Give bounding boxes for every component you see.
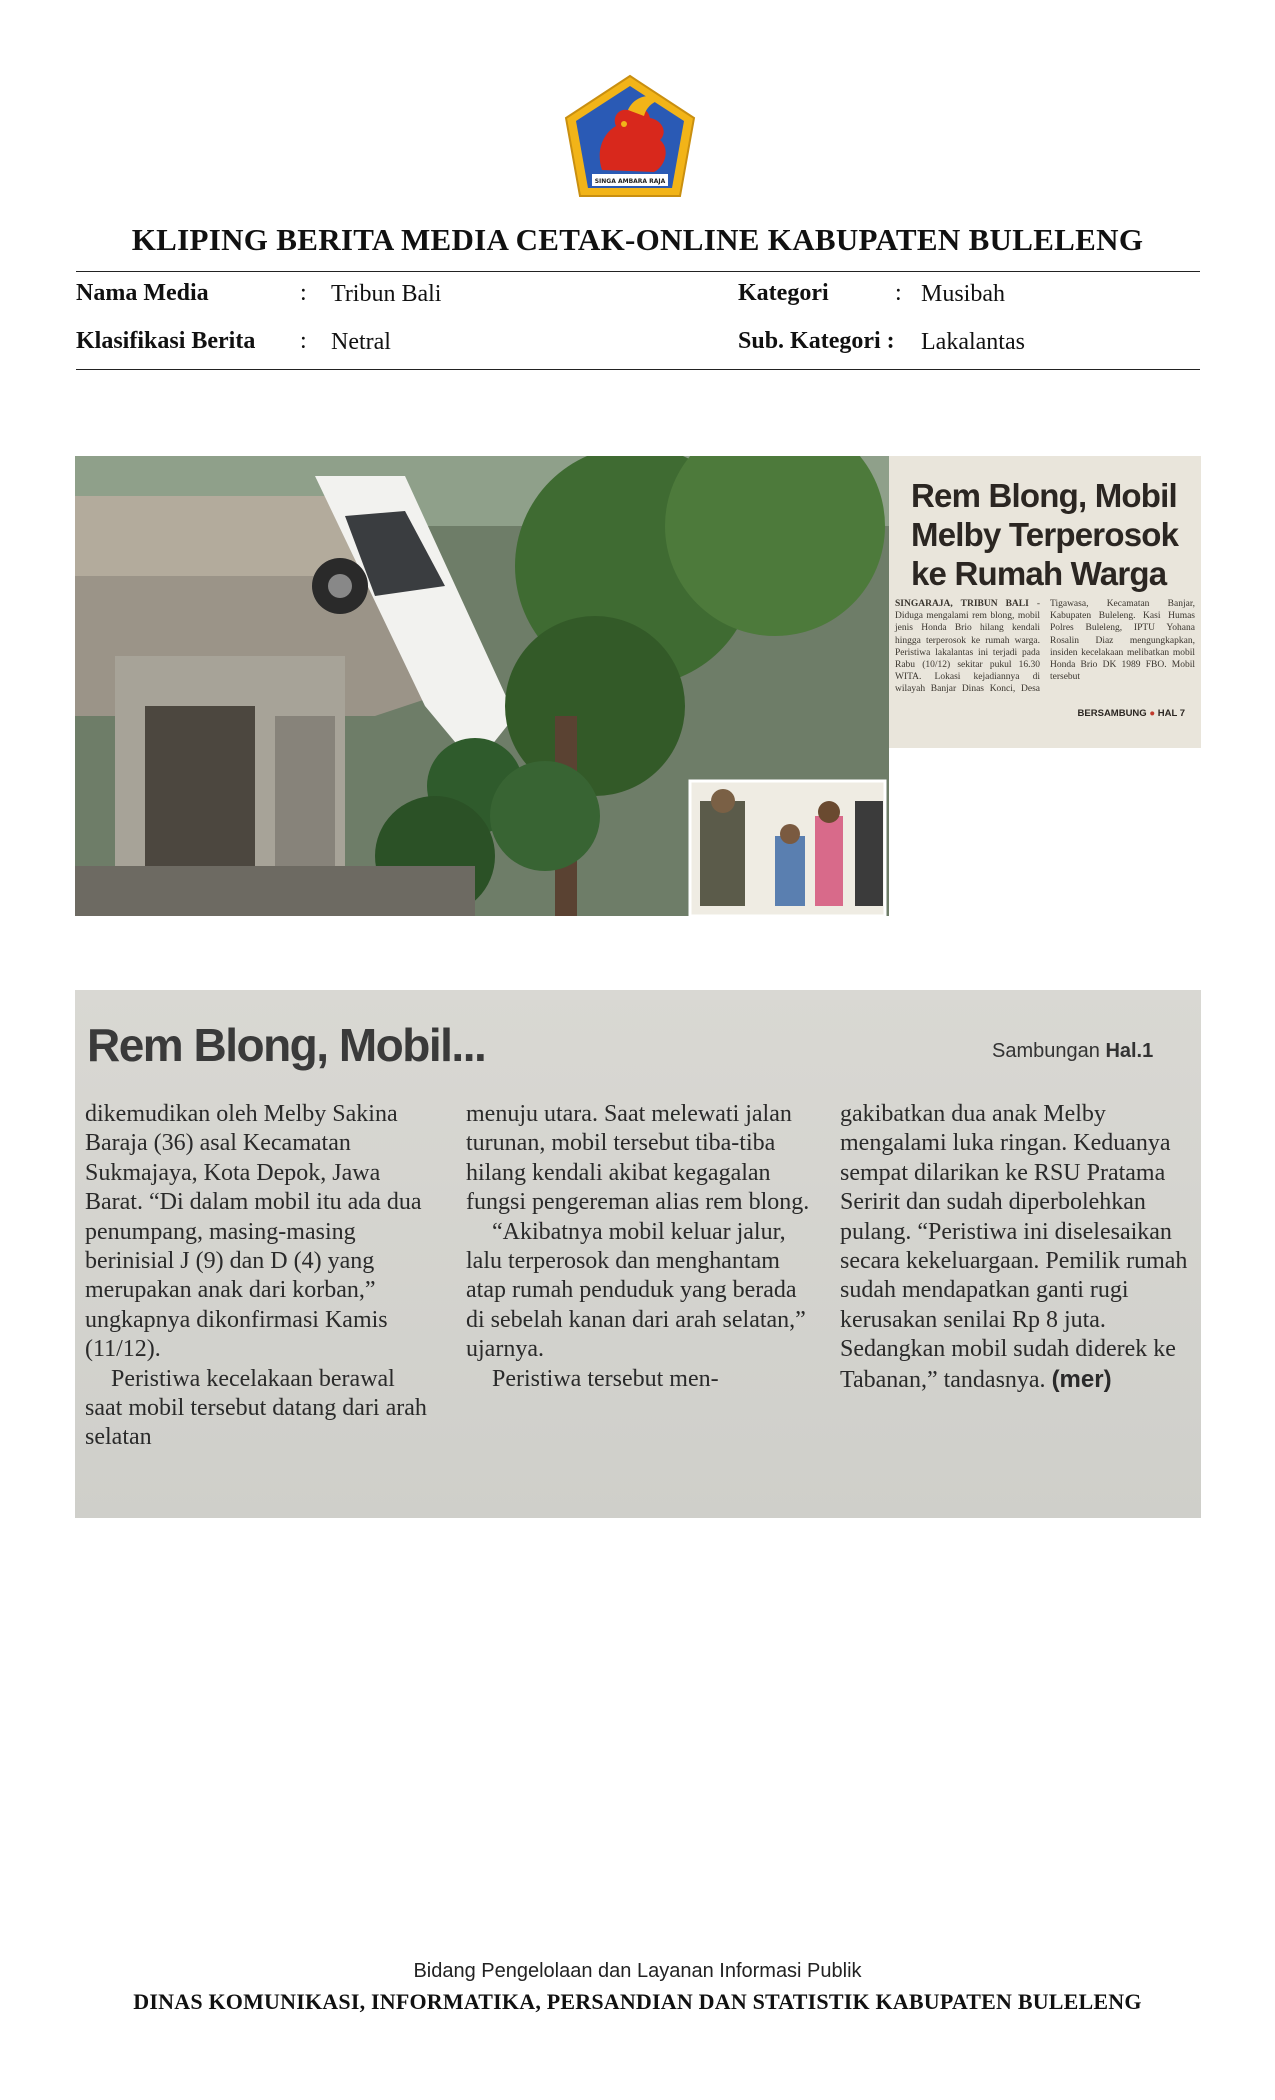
front-article-body: [895, 598, 1195, 716]
continued-marker: [1078, 708, 1185, 719]
author-signature: (mer): [1051, 1365, 1112, 1393]
front-headline: [911, 476, 1201, 593]
footer-agency: DINAS KOMUNIKASI, INFORMATIKA, PERSANDIAN DAN STATISTIK KABUPATEN BULELENG: [133, 1989, 1142, 2014]
paragraph: Peristiwa kecelakaan berawal saat mobil tersebut datang dari arah selatan: [85, 1365, 427, 1451]
colon: :: [300, 280, 307, 306]
paragraph-text: gakibatkan dua anak Melby mengalami luka ringan. Keduanya sempat dilarikan ke RSU Pratama Seririt dan sudah diperbolehkan pulang. “Peristiwa ini diselesaikan secara kekeluargaan. Pemilik rumah sudah mendapatkan ganti rugi kerusakan senilai Rp 8 juta. Sedangkan mobil sudah diderek ke Tabanan,” tandasnya.: [840, 1101, 1188, 1393]
nama-media-label: Nama Media: [76, 280, 209, 306]
colon: :: [895, 280, 902, 306]
headline-line: Melby Terperosok: [911, 516, 1179, 553]
article-column-1: [85, 1100, 435, 1453]
front-page-article: [889, 456, 1201, 748]
paragraph: [840, 1100, 1190, 1395]
paragraph: Peristiwa tersebut men-: [492, 1365, 719, 1392]
kategori-value: Musibah: [921, 281, 1005, 307]
accident-photo-illustration: [75, 456, 889, 916]
sambungan-page: Hal.1: [1105, 1040, 1154, 1062]
paragraph: dikemudikan oleh Melby Sakina Baraja (36) asal Kecamatan Sukmajaya, Kota Depok, Jawa Barat. “Di dalam mobil itu ada dua penumpang, masing-masing berinisial J (9) dan D (4) yang merupakan anak dari korban,” ungkapnya dikonfirmasi Kamis (11/12).: [85, 1101, 422, 1363]
sambungan-label: Sambungan: [992, 1040, 1100, 1062]
accident-photo: [75, 456, 889, 916]
headline-line: ke Rumah Warga: [911, 555, 1167, 592]
subkategori-value: Lakalantas: [921, 329, 1025, 355]
klasifikasi-label: Klasifikasi Berita: [76, 328, 256, 354]
svg-text:SINGA AMBARA RAJA: SINGA AMBARA RAJA: [594, 178, 666, 185]
continue-dot-icon: ●: [1149, 708, 1156, 719]
footer-unit: Bidang Pengelolaan dan Layanan Informasi Publik: [413, 1960, 862, 1982]
news-clipping-front: [75, 456, 1201, 916]
body-text: - Diduga mengalami rem blong, mobil jenis Honda Brio hilang kendali hingga terperosok ke rumah warga. Peristiwa lakalantas ini terjadi pada Rabu (10/12) sekitar pukul 16.30 WITA. Lokasi kejadiannya di wilayah Banjar Dinas Konci, Desa Tigawasa, Kecamatan Banjar, Kabupaten Buleleng. Kasi Humas Polres Buleleng, IPTU Yohana Rosalin Diaz mengungkapkan, insiden kecelakaan melibatkan mobil Honda Brio DK 1989 FBO. Mobil tersebut: [895, 599, 1195, 695]
top-rule: [76, 271, 1200, 272]
paragraph: menuju utara. Saat melewati jalan turunan, mobil tersebut tiba-tiba hilang kendali akibat kegagalan fungsi pengereman alias rem blong.: [466, 1101, 810, 1216]
article-column-2: [466, 1100, 816, 1394]
colon: :: [300, 328, 307, 354]
kategori-label: Kategori: [738, 280, 829, 306]
continued-page: HAL 7: [1157, 708, 1185, 719]
continued-label: BERSAMBUNG: [1077, 708, 1147, 719]
article-column-3: [840, 1100, 1190, 1395]
klasifikasi-value: Netral: [331, 329, 391, 355]
headline-line: Rem Blong, Mobil: [911, 477, 1177, 514]
bottom-rule: [76, 369, 1200, 370]
continuation-headline: Rem Blong, Mobil...: [87, 1019, 486, 1071]
paragraph: “Akibatnya mobil keluar jalur, lalu terperosok dan menghantam atap rumah penduduk yang berada di sebelah kanan dari arah selatan,” ujarnya.: [466, 1218, 806, 1363]
subkategori-label: Sub. Kategori :: [738, 328, 895, 354]
sambungan-marker: [992, 1040, 1153, 1063]
document-title: KLIPING BERITA MEDIA CETAK-ONLINE KABUPATEN BULELENG: [131, 222, 1144, 257]
pemkab-buleleng-logo: [562, 74, 698, 202]
nama-media-value: Tribun Bali: [331, 281, 442, 307]
news-clipping-continuation: [75, 990, 1201, 1518]
dateline: SINGARAJA, TRIBUN BALI: [895, 599, 1029, 609]
